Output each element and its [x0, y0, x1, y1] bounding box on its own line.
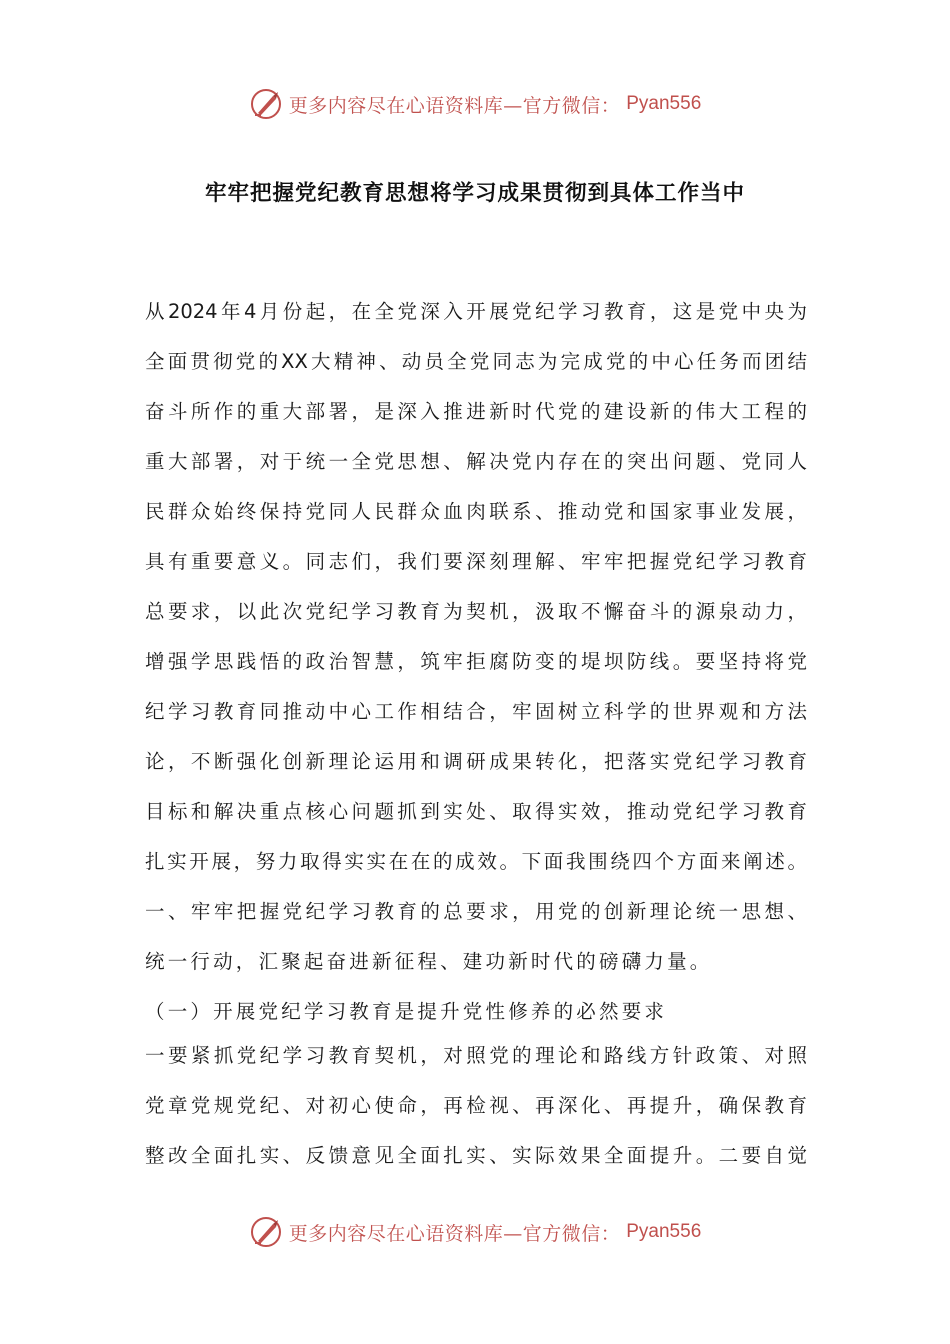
body-line: 目标和解决重点核心问题抓到实处、取得实效，推动党纪学习教育: [145, 800, 807, 823]
body-line: 增强学思践悟的政治智慧，筑牢拒腐防变的堤坝防线。要坚持将党: [145, 650, 807, 673]
body-line: 论，不断强化创新理论运用和调研成果转化，把落实党纪学习教育: [145, 750, 807, 773]
body-line: 总要求，以此次党纪学习教育为契机，汲取不懈奋斗的源泉动力，: [145, 600, 807, 623]
footer-watermark: [0, 1212, 950, 1252]
quill-pen-circle-icon: [249, 1215, 283, 1249]
watermark-account: Pyan556: [626, 1221, 702, 1242]
body-line: 民群众始终保持党同人民群众血肉联系、推动党和国家事业发展，: [145, 500, 807, 523]
document-body: [145, 290, 807, 1184]
body-line: 一要紧抓党纪学习教育契机，对照党的理论和路线方针政策、对照: [145, 1044, 807, 1067]
body-line: 扎实开展，努力取得实实在在的成效。下面我围绕四个方面来阐述。: [145, 850, 807, 873]
watermark-text: 更多内容尽在心语资料库—官方微信：: [288, 1222, 621, 1245]
section-heading-line: 一、牢牢把握党纪学习教育的总要求，用党的创新理论统一思想、: [145, 900, 807, 923]
body-line: 纪学习教育同推动中心工作相结合，牢固树立科学的世界观和方法: [145, 700, 807, 723]
header-watermark: [0, 84, 950, 124]
section-heading-line: 统一行动，汇聚起奋进新征程、建功新时代的磅礴力量。: [145, 950, 713, 973]
body-line: 重大部署，对于统一全党思想、解决党内存在的突出问题、党同人: [145, 450, 807, 473]
body-line: 全面贯彻党的XX大精神、动员全党同志为完成党的中心任务而团结: [145, 350, 807, 373]
subsection-heading: （一）开展党纪学习教育是提升党性修养的必然要求: [145, 1000, 668, 1023]
watermark-text: 更多内容尽在心语资料库—官方微信：: [288, 94, 621, 117]
body-line: 党章党规党纪、对初心使命，再检视、再深化、再提升，确保教育: [145, 1094, 807, 1117]
document-title: 牢牢把握党纪教育思想将学习成果贯彻到具体工作当中: [204, 181, 745, 206]
body-line: 奋斗所作的重大部署，是深入推进新时代党的建设新的伟大工程的: [145, 400, 807, 423]
body-line: 从2024年4月份起，在全党深入开展党纪学习教育，这是党中央为: [145, 300, 807, 323]
watermark-account: Pyan556: [626, 93, 702, 114]
quill-pen-circle-icon: [249, 87, 283, 121]
body-line: 整改全面扎实、反馈意见全面扎实、实际效果全面提升。二要自觉: [145, 1144, 807, 1167]
body-line: 具有重要意义。同志们，我们要深刻理解、牢牢把握党纪学习教育: [145, 550, 807, 573]
